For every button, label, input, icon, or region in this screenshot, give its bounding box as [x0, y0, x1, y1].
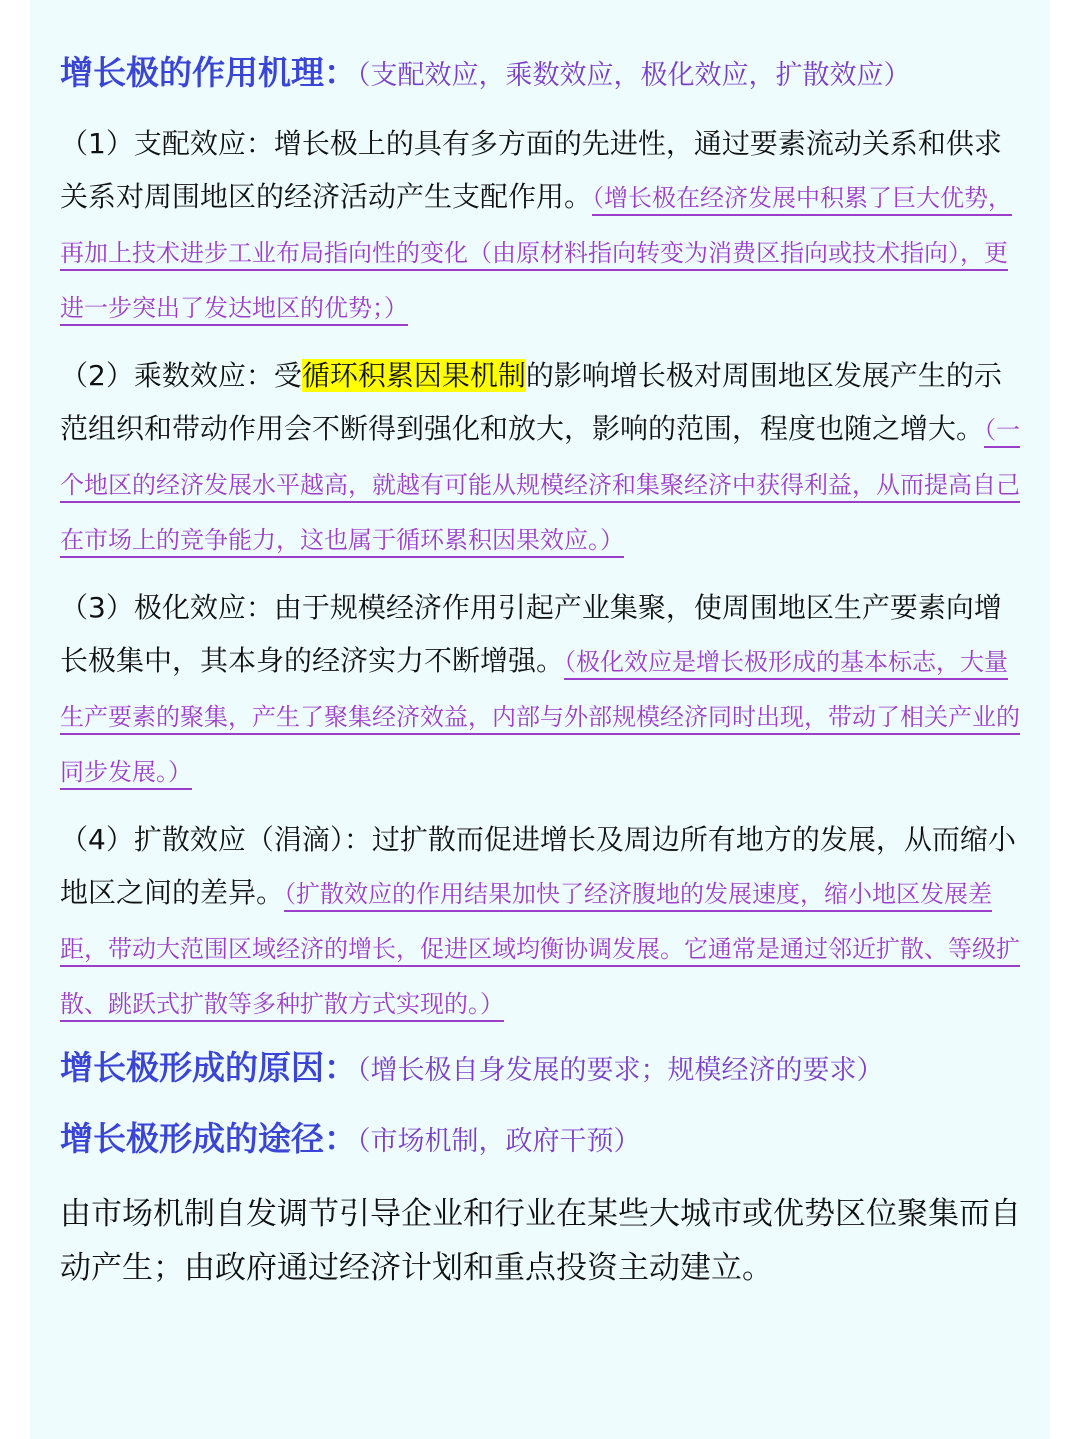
item-note: （极化效应是增长极形成的基本标志，大量生产要素的聚集，产生了聚集经济效益，内部与外部规模经济同时出现，带动了相关产业的同步发展。） — [60, 648, 1020, 786]
content — [60, 46, 1022, 1295]
final-paragraph: 由市场机制自发调节引导企业和行业在某些大城市或优势区位聚集而自动产生；由政府通过经济计划和重点投资主动建立。 — [60, 1196, 1021, 1286]
heading-approaches-title: 增长极形成的途径： — [60, 1119, 357, 1158]
highlighted-term: 循环积累因果机制 — [301, 359, 526, 392]
heading-approaches — [60, 1112, 1022, 1169]
item-text: （1）支配效应：增长极上的具有多方面的先进性，通过要素流动关系和供求关系对周围地区的经济活动产生支配作用。 — [60, 127, 1002, 213]
item-diffusion-effect — [60, 813, 1022, 1031]
item-polarization-effect — [60, 581, 1022, 799]
heading-mechanism-subtitle: （支配效应，乘数效应，极化效应，扩散效应） — [357, 60, 911, 91]
heading-mechanism — [60, 46, 1022, 103]
heading-mechanism-title: 增长极的作用机理： — [60, 53, 357, 92]
heading-approaches-subtitle: （市场机制，政府干预） — [357, 1126, 641, 1157]
item-text-post: 的影响增长极对周围地区发展产生的示范组织和带动作用会不断得到强化和放大，影响的范围，程度也随之增大。 — [60, 359, 1002, 445]
heading-causes-subtitle: （增长极自身发展的要求；规模经济的要求） — [357, 1055, 884, 1086]
item-text: （3）极化效应：由于规模经济作用引起产业集聚，使周围地区生产要素向增长极集中，其本身的经济实力不断增强。 — [60, 591, 1002, 677]
item-text: （4）扩散效应（涓滴）：过扩散而促进增长及周边所有地方的发展，从而缩小地区之间的差异。 — [60, 823, 1016, 909]
item-note: （增长极在经济发展中积累了巨大优势，再加上技术进步工业布局指向性的变化（由原材料指向转变为消费区指向或技术指向），更进一步突出了发达地区的优势；） — [60, 184, 1013, 322]
item-dominance-effect — [60, 117, 1022, 335]
item-note: （一个地区的经济发展水平越高，就越有可能从规模经济和集聚经济中获得利益，从而提高自己在市场上的竞争能力，这也属于循环累积因果效应。） — [60, 416, 1021, 554]
heading-causes — [60, 1041, 1022, 1098]
item-multiplier-effect — [60, 349, 1022, 567]
page — [30, 0, 1050, 1439]
item-text-pre: （2）乘数效应：受 — [60, 359, 302, 392]
item-note: （扩散效应的作用结果加快了经济腹地的发展速度，缩小地区发展差距，带动大范围区域经济的增长，促进区域均衡协调发展。它通常是通过邻近扩散、等级扩散、跳跃式扩散等多种扩散方式实现的。） — [60, 880, 1020, 1018]
heading-causes-title: 增长极形成的原因： — [60, 1048, 357, 1087]
